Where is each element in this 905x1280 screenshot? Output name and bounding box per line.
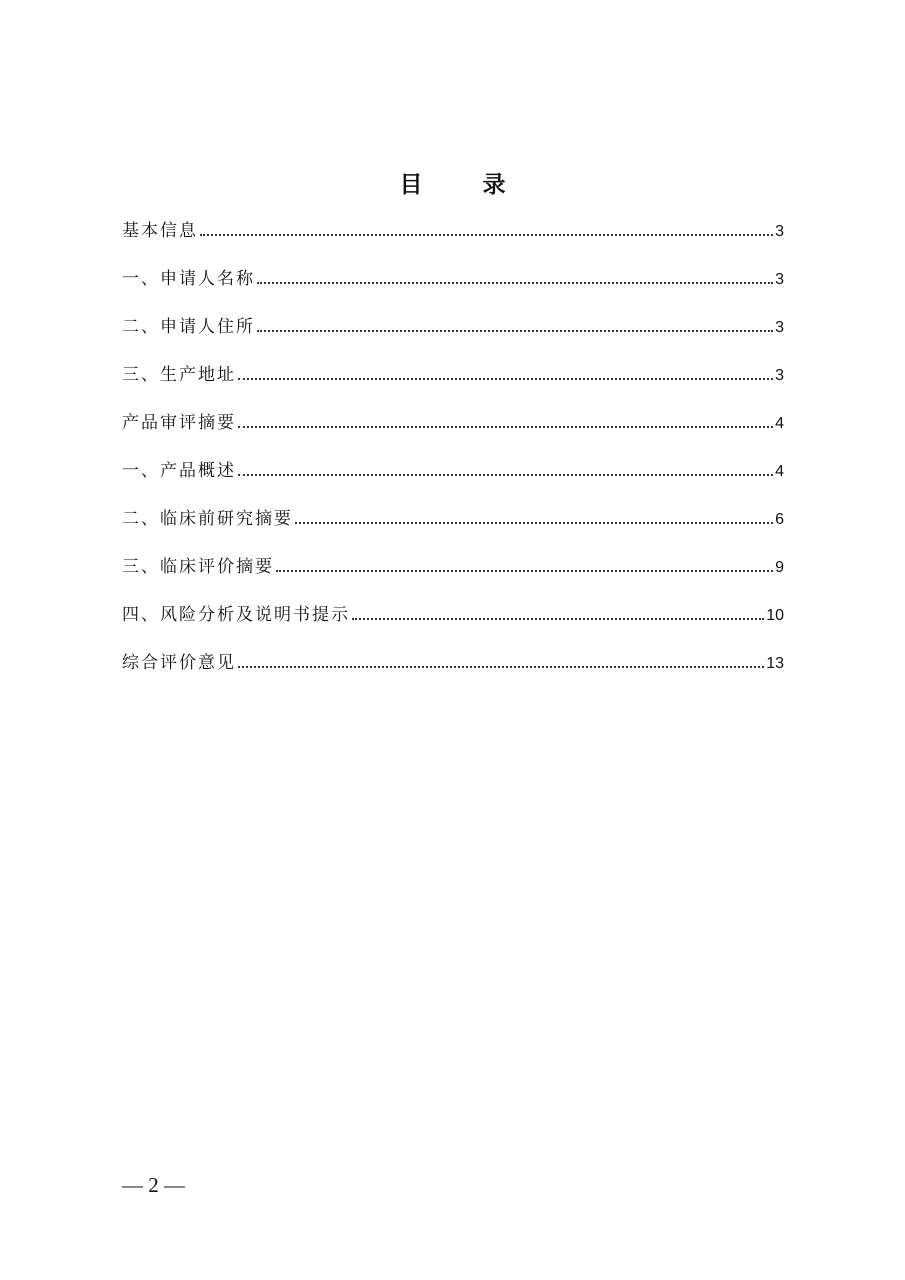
toc-entry-risk-analysis[interactable] (122, 602, 784, 650)
toc-entry-page: 10 (766, 607, 784, 624)
toc-entry-basic-info[interactable] (122, 218, 784, 266)
toc-entry-label: 三、生产地址 (122, 365, 236, 385)
toc-entry-label: 综合评价意见 (122, 653, 236, 673)
toc-entry-label: 基本信息 (122, 221, 198, 241)
toc-entry-clinical-evaluation[interactable] (122, 554, 784, 602)
toc-entry-page: 13 (766, 655, 784, 672)
toc-entry-page: 6 (775, 511, 784, 528)
toc-entry-label: 二、临床前研究摘要 (122, 509, 293, 529)
toc-entry-page: 3 (775, 367, 784, 384)
page-title: 目 录 (399, 172, 532, 198)
toc-entry-label: 二、申请人住所 (122, 317, 255, 337)
table-of-contents (122, 218, 784, 698)
toc-entry-page: 9 (775, 559, 784, 576)
toc-entry-label: 四、风险分析及说明书提示 (122, 605, 350, 625)
toc-entry-page: 4 (775, 415, 784, 432)
toc-entry-product-overview[interactable] (122, 458, 784, 506)
toc-entry-page: 4 (775, 463, 784, 480)
toc-entry-page: 3 (775, 271, 784, 288)
toc-entry-preclinical-summary[interactable] (122, 506, 784, 554)
toc-entry-label: 产品审评摘要 (122, 413, 236, 433)
toc-dot-leader (295, 522, 773, 524)
toc-entry-applicant-name[interactable] (122, 266, 784, 314)
toc-dot-leader (238, 378, 773, 380)
toc-dot-leader (352, 618, 764, 620)
toc-entry-overall-opinion[interactable] (122, 650, 784, 698)
toc-dot-leader (257, 330, 773, 332)
toc-entry-label: 三、临床评价摘要 (122, 557, 274, 577)
toc-entry-review-summary[interactable] (122, 410, 784, 458)
toc-entry-label: 一、产品概述 (122, 461, 236, 481)
toc-entry-applicant-address[interactable] (122, 314, 784, 362)
toc-dot-leader (238, 474, 773, 476)
toc-entry-label: 一、申请人名称 (122, 269, 255, 289)
page-number-footer: — 2 — (122, 1173, 185, 1197)
toc-entry-production-address[interactable] (122, 362, 784, 410)
toc-dot-leader (200, 234, 773, 236)
toc-entry-page: 3 (775, 319, 784, 336)
toc-dot-leader (276, 570, 773, 572)
toc-dot-leader (257, 282, 773, 284)
toc-dot-leader (238, 426, 773, 428)
toc-dot-leader (238, 666, 764, 668)
toc-entry-page: 3 (775, 223, 784, 240)
